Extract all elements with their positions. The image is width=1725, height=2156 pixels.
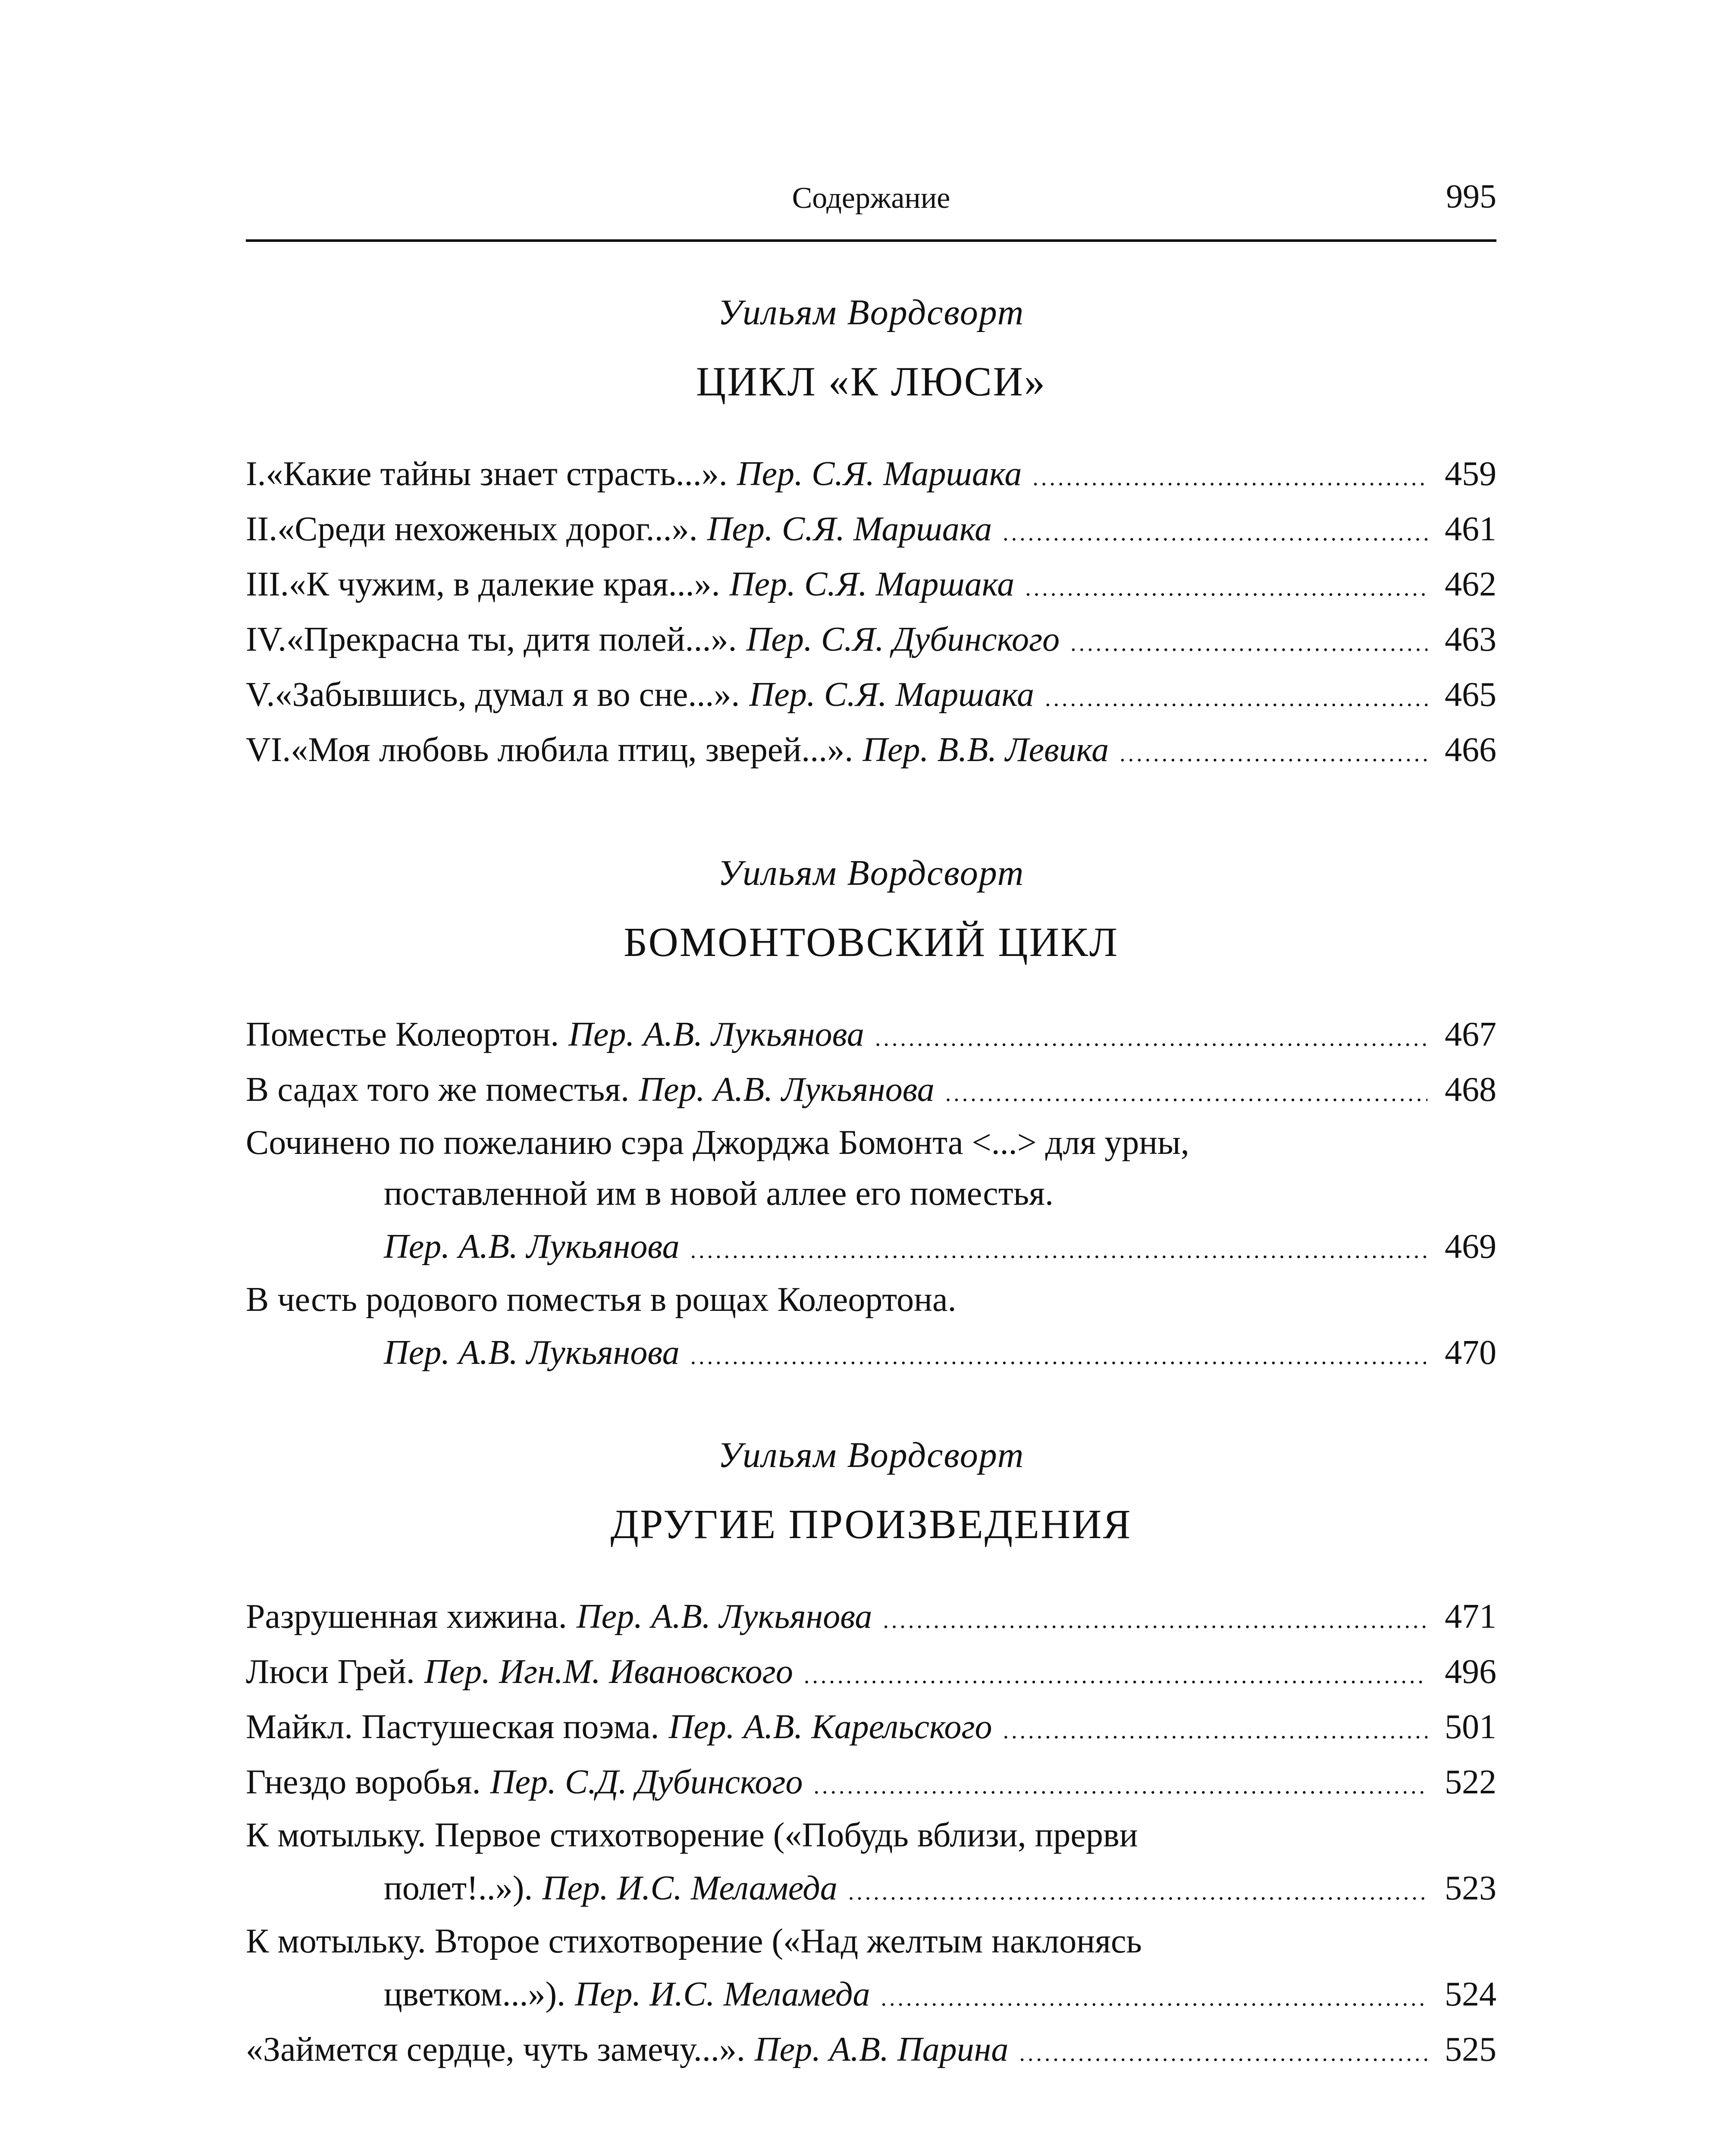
toc-entry[interactable] [246,1810,1496,1916]
entry-translator: Пер. С.Я. Маршака [749,676,1034,714]
entry-page: 501 [1445,1708,1496,1746]
entry-translator: Пер. С.Я. Маршака [729,565,1015,603]
toc-entry[interactable] [246,667,1496,722]
entry-title-line: В честь родового поместья в рощах Колеортона. [246,1281,957,1319]
section-author: Уильям Вордсворт [718,292,1025,332]
entry-title: «Среди нехоженых дорог...». [277,510,698,548]
section-title: ДРУГИЕ ПРОИЗВЕДЕНИЯ [610,1501,1132,1547]
entry-translator: Пер. С.Я. Маршака [737,455,1022,493]
toc-entry[interactable] [246,2022,1496,2077]
entry-page: 467 [1445,1015,1496,1053]
entry-page: 524 [1445,1975,1496,2013]
toc-entry[interactable] [246,1062,1496,1117]
entry-page: 470 [1445,1334,1496,1372]
entry-title: «Моя любовь любила птиц, зверей...». [291,731,853,769]
entry-title-line: К мотыльку. Первое стихотворение («Побудь вблизи, прерви [246,1816,1138,1854]
toc-entry[interactable] [246,557,1496,612]
dot-leader [1019,2025,1427,2081]
toc-entry[interactable] [246,1644,1496,1699]
dot-leader [1032,450,1427,505]
toc-entry[interactable] [246,1699,1496,1755]
entry-title-line: полет!..»). [384,1869,533,1907]
section-author: Уильям Вордсворт [718,853,1025,893]
toc-section-other-works [246,1423,1496,2077]
entry-translator: Пер. С.Д. Дубинского [490,1763,803,1801]
entry-page: 462 [1445,565,1496,603]
entry-translator: Пер. А.В. Лукьянова [384,1334,680,1372]
entry-page: 496 [1445,1653,1496,1691]
entry-translator: Пер. А.В. Лукьянова [639,1071,935,1109]
entry-title: «Какие тайны знает страсть...». [266,455,728,493]
entry-translator: Пер. А.В. Лукьянова [384,1228,680,1266]
toc-entry[interactable] [246,722,1496,777]
toc-entry[interactable] [246,1007,1496,1062]
entry-number: V. [246,676,275,714]
entry-title: Майкл. Пастушеская поэма. [246,1708,659,1746]
running-title: Содержание [792,182,950,215]
entry-page: 522 [1445,1763,1496,1801]
dot-leader [1003,505,1427,560]
dot-leader [814,1758,1427,1813]
entry-page: 461 [1445,510,1496,548]
dot-leader [848,1864,1427,1919]
dot-leader [690,1222,1427,1278]
entry-translator: Пер. А.В. Парина [754,2031,1009,2068]
entry-number: II. [246,510,278,548]
section-title: БОМОНТОВСКИЙ ЦИКЛ [623,919,1119,965]
entry-translator: Пер. И.С. Меламеда [575,1975,870,2013]
entry-page: 471 [1445,1598,1496,1636]
entry-translator: Пер. В.В. Левика [862,731,1109,769]
entry-title-line: Сочинено по пожеланию сэра Джорджа Бомонта <...> для урны, [246,1124,1189,1162]
dot-leader [804,1648,1427,1703]
toc-entry[interactable] [246,1117,1496,1274]
entry-translator: Пер. А.В. Карельского [668,1708,992,1746]
entry-page: 525 [1445,2031,1496,2068]
entry-title: «Забывшись, думал я во сне...». [275,676,740,714]
dot-leader [881,1970,1427,2025]
entry-title: «Прекрасна ты, дитя полей...». [286,620,737,658]
entry-title: Поместье Колеортон. [246,1015,559,1053]
entry-number: VI. [246,731,291,769]
entry-number: III. [246,565,289,603]
entry-translator: Пер. И.С. Меламеда [542,1869,837,1907]
toc-section-lucy-cycle [246,280,1496,777]
dot-leader [875,1010,1427,1065]
entry-page: 465 [1445,676,1496,714]
entry-translator: Пер. А.В. Лукьянова [568,1015,864,1053]
toc-entry[interactable] [246,446,1496,501]
running-header [246,164,1496,242]
toc-entry[interactable] [246,501,1496,557]
dot-leader [1070,615,1427,671]
entry-page: 463 [1445,620,1496,658]
dot-leader [1025,560,1427,615]
entry-page: 468 [1445,1071,1496,1109]
entry-title: «Займется сердце, чуть замечу...». [246,2031,745,2068]
toc-entry[interactable] [246,1274,1496,1380]
entry-translator: Пер. С.Я. Маршака [707,510,992,548]
toc-entry[interactable] [246,1755,1496,1810]
dot-leader [1045,671,1427,726]
page-number: 995 [1446,177,1496,215]
entry-title: «К чужим, в далекие края...». [289,565,720,603]
entry-title-line: поставленной им в новой аллее его поместья. [384,1175,1054,1213]
entry-title: Гнездо воробья. [246,1763,481,1801]
entry-page: 459 [1445,455,1496,493]
toc-entry[interactable] [246,1916,1496,2022]
entry-page: 466 [1445,731,1496,769]
entry-title: Люси Грей. [246,1653,415,1691]
entry-title-line: цветком...»). [384,1975,566,2013]
toc-section-beaumont-cycle [246,841,1496,1380]
entry-page: 523 [1445,1869,1496,1907]
entry-page: 469 [1445,1228,1496,1266]
toc-entry[interactable] [246,612,1496,667]
dot-leader [1120,726,1427,781]
toc-entry[interactable] [246,1589,1496,1644]
dot-leader [1003,1703,1427,1758]
entry-number: I. [246,455,266,493]
dot-leader [945,1065,1427,1121]
dot-leader [883,1592,1427,1648]
entry-number: IV. [246,620,287,658]
section-author: Уильям Вордсворт [718,1435,1025,1475]
entry-translator: Пер. А.В. Лукьянова [576,1598,872,1636]
entry-translator: Пер. Игн.М. Ивановского [424,1653,793,1691]
entry-title: Разрушенная хижина. [246,1598,567,1636]
entry-title: В садах того же поместья. [246,1071,630,1109]
entry-translator: Пер. С.Я. Дубинского [746,620,1060,658]
entry-title-line: К мотыльку. Второе стихотворение («Над желтым наклонясь [246,1922,1142,1960]
dot-leader [690,1329,1427,1384]
section-title: ЦИКЛ «К ЛЮСИ» [696,358,1046,404]
